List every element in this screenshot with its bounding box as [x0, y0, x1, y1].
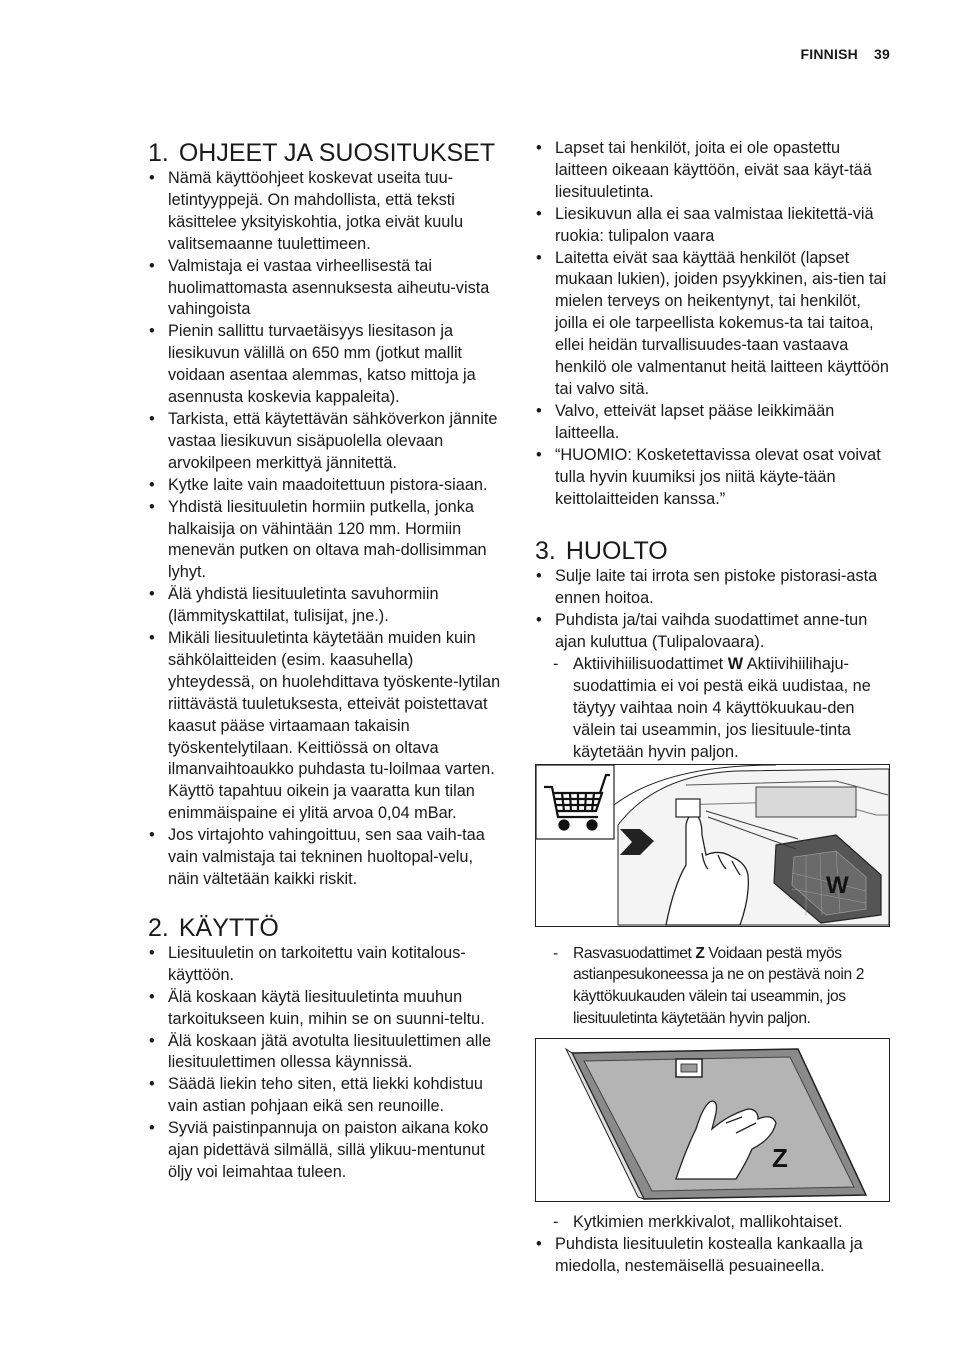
list-item: • Puhdista ja/tai vaihda suodattimet anne-tun ajan kuluttua (Tulipalovaara).	[535, 610, 893, 654]
list-item: • Mikäli liesituuletinta käytetään muiden kuin sähkölaitteiden (esim. kaasuhella) yhteydessä, on huolehdittava työskente-lytilan riittävästä tuuletuksesta, etteivät poistettavat kaasut pääse virtaamaan takaisin työskentelytilaan. Keittiössä on oltava ilmanvaihtoaukko puhdasta tu-loilmaa varten. Käyttö tapahtuu oikein ja vaaratta kun tilan enimmäispaine ei ylitä arvoa 0,04 mBar.	[148, 628, 504, 825]
list-item: • Nämä käyttöohjeet koskevat useita tuu-letintyyppejä. On mahdollista, että teksti käsittelee yksityiskohtia, jotka eivät kuulu valitsemaanne tuulettimeen.	[148, 168, 504, 256]
list-item: • Älä koskaan käytä liesituuletinta muuhun tarkoitukseen kuin, mihin se on suunni-teltu.	[148, 987, 504, 1031]
charcoal-filter-figure	[535, 764, 890, 927]
section-3-list	[535, 566, 893, 654]
list-item: • Säädä liekin teho siten, että liekki kohdistuu vain astian pohjaan eikä sen reunoille.	[148, 1074, 504, 1118]
grease-filter-illustration	[536, 1039, 889, 1201]
list-item: • Kytke laite vain maadoitettuun pistora-siaan.	[148, 475, 504, 497]
list-item: • Tarkista, että käytettävän sähköverkon jännite vastaa liesikuvun sisäpuolella olevaan arvokilpeen merkittyä jännitettä.	[148, 409, 504, 475]
list-item: • Älä koskaan jätä avotulta liesituulettimen alle liesituulettimen ollessa käynnissä.	[148, 1031, 504, 1075]
list-item: • Puhdista liesituuletin kostealla kankaalla ja miedolla, nestemäisellä pesuaineella.	[535, 1234, 893, 1278]
page-number: 39	[874, 46, 890, 62]
sub-item-indicator-lights: - Kytkimien merkkivalot, mallikohtaiset.	[535, 1212, 893, 1234]
section-2-list	[148, 943, 504, 1184]
sub-item-charcoal-filter: - Aktiivihiilisuodattimet W Aktiivihiilihaju-suodattimia ei voi pestä eikä uudistaa, ne täytyy vaihtaa noin 4 käyttökuukau-den välein tai useammin, jos liesituule-tinta käytetään hyvin paljon.	[535, 654, 893, 764]
page-header	[801, 46, 890, 62]
section-1-list	[148, 168, 504, 891]
list-item: • Valmistaja ei vastaa virheellisestä tai huolimattomasta asennuksesta aiheutu-vista vahingoista	[148, 256, 504, 322]
list-item: • Liesituuletin on tarkoitettu vain kotitalous-käyttöön.	[148, 943, 504, 987]
charcoal-filter-illustration	[536, 765, 889, 926]
right-column	[535, 138, 893, 1278]
filter-w-label: W	[826, 871, 849, 899]
list-item: • Älä yhdistä liesituuletinta savuhormiin (lämmityskattilat, tulisijat, jne.).	[148, 584, 504, 628]
list-item: • Laitetta eivät saa käyttää henkilöt (lapset mukaan lukien), joiden psyykkinen, ais-tien tai mielen terveys on heikentynyt, tai henkilöt, joilla ei ole tarpeellista kokemus-ta tai taitoa, ellei heidän turvallisuudes-taan vastaava henkilö ole valmentanut heitä laitteen käyttöön tai valvo sitä.	[535, 248, 893, 401]
sub-item-grease-filter: - Rasvasuodattimet Z Voidaan pestä myös astianpesukoneessa ja ne on pestävä noin 2 käyttökuukauden välein tai useammin, jos liesituuletinta käytetään hyvin paljon.	[535, 943, 893, 1031]
cart-box	[536, 765, 614, 839]
section-2-title: 2. KÄYTTÖ	[148, 913, 279, 942]
grease-filter-figure	[535, 1038, 890, 1202]
section-3-list-end	[535, 1234, 893, 1278]
list-item: • Valvo, etteivät lapset pääse leikkimään laitteella.	[535, 401, 893, 445]
filter-z-label: Z	[772, 1143, 788, 1174]
list-item: • Pienin sallittu turvaetäisyys liesitason ja liesikuvun välillä on 650 mm (jotkut mallit voidaan asentaa alemmas, katso mittoja ja asennusta koskevia kappaleita).	[148, 321, 504, 409]
section-3-title: 3. HUOLTO	[535, 537, 668, 566]
list-item: • Syviä paistinpannuja on paiston aikana koko ajan pidettävä silmällä, sillä ylikuu-mentunut öljy voi leimahtaa tuleen.	[148, 1118, 504, 1184]
list-item: • Sulje laite tai irrota sen pistoke pistorasi-asta ennen hoitoa.	[535, 566, 893, 610]
list-item: • Lapset tai henkilöt, joita ei ole opastettu laitteen oikeaan käyttöön, eivät saa käyt-tää liesituuletinta.	[535, 138, 893, 204]
left-column	[148, 138, 504, 1184]
section-2-list-continued	[535, 138, 893, 510]
language-label: FINNISH	[800, 46, 858, 62]
list-item: • Jos virtajohto vahingoittuu, sen saa vaih-taa vain valmistaja tai tekninen huoltopal-velu, näin vältetään kaikki riskit.	[148, 825, 504, 891]
list-item: • “HUOMIO: Kosketettavissa olevat osat voivat tulla hyvin kuumiksi jos niitä käyte-tään keittolaitteiden kanssa.”	[535, 445, 893, 511]
list-item: • Liesikuvun alla ei saa valmistaa liekitettä-viä ruokia: tulipalon vaara	[535, 204, 893, 248]
section-1-title: 1. OHJEET JA SUOSITUKSET	[148, 139, 496, 167]
list-item: • Yhdistä liesituuletin hormiin putkella, jonka halkaisija on vähintään 120 mm. Hormiin menevän putken on oltava mah-dollisimman lyhyt.	[148, 497, 504, 585]
